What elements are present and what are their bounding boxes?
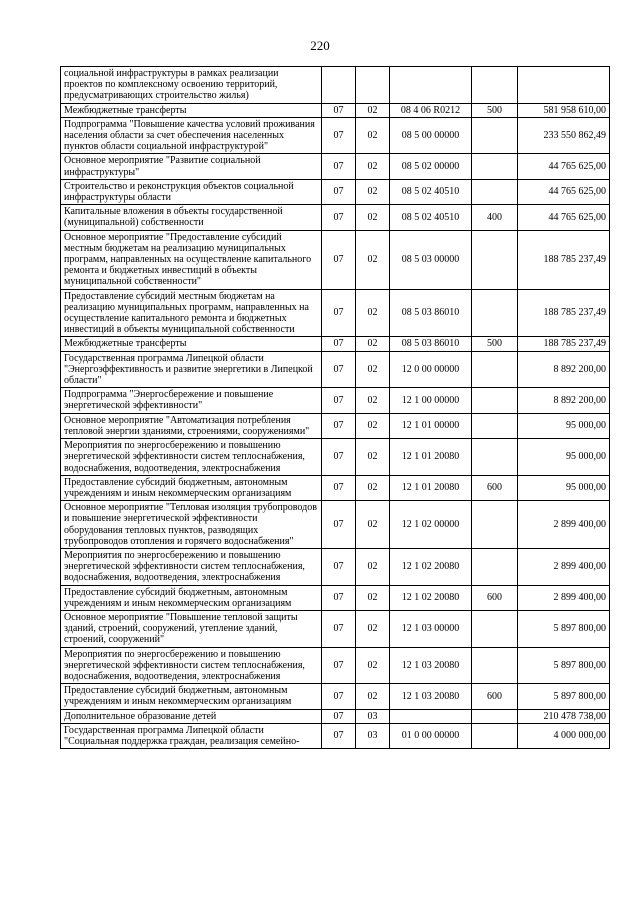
cell-subsection: 02 [356,647,390,684]
cell-amount: 5 897 800,00 [518,647,610,684]
cell-name: социальной инфраструктуры в рамках реализации проектов по комплексному освоению территорий, предусматривающих строительство жилья) [61,67,322,104]
cell-expense-type [472,117,518,154]
cell-target-article: 01 0 00 00000 [390,723,472,748]
cell-subsection: 02 [356,205,390,230]
cell-expense-type [472,289,518,337]
cell-section: 07 [322,205,356,230]
cell-target-article: 12 1 03 00000 [390,610,472,647]
cell-target-article: 12 1 03 20080 [390,647,472,684]
cell-section: 07 [322,179,356,204]
cell-section: 07 [322,117,356,154]
cell-expense-type [472,230,518,289]
cell-subsection: 03 [356,709,390,723]
cell-section [322,67,356,104]
cell-subsection: 02 [356,103,390,117]
cell-amount: 188 785 237,49 [518,337,610,351]
table-row [61,154,610,179]
table-row [61,205,610,230]
cell-expense-type: 400 [472,205,518,230]
cell-expense-type [472,67,518,104]
cell-target-article: 12 1 02 20080 [390,585,472,610]
cell-section: 07 [322,388,356,413]
cell-section: 07 [322,475,356,500]
cell-amount: 95 000,00 [518,475,610,500]
table-row [61,67,610,104]
cell-subsection: 02 [356,413,390,438]
table-row [61,585,610,610]
cell-section: 07 [322,709,356,723]
table-row [61,230,610,289]
cell-amount: 188 785 237,49 [518,230,610,289]
cell-name: Предоставление субсидий бюджетным, автономным учреждениям и иным некоммерческим организациям [61,684,322,709]
cell-target-article: 08 4 06 R0212 [390,103,472,117]
cell-name: Дополнительное образование детей [61,709,322,723]
table-row [61,103,610,117]
cell-amount: 8 892 200,00 [518,388,610,413]
cell-section: 07 [322,289,356,337]
cell-target-article: 08 5 02 40510 [390,205,472,230]
cell-expense-type [472,610,518,647]
table-row [61,388,610,413]
cell-subsection: 02 [356,684,390,709]
cell-expense-type [472,709,518,723]
cell-section: 07 [322,154,356,179]
cell-section: 07 [322,647,356,684]
cell-target-article: 12 1 01 20080 [390,439,472,476]
cell-section: 07 [322,439,356,476]
cell-subsection: 03 [356,723,390,748]
cell-expense-type: 600 [472,684,518,709]
table-row [61,179,610,204]
cell-subsection: 02 [356,585,390,610]
cell-expense-type [472,439,518,476]
cell-expense-type [472,351,518,388]
cell-target-article: 12 1 01 00000 [390,413,472,438]
cell-target-article: 12 1 02 20080 [390,548,472,585]
cell-amount: 2 899 400,00 [518,548,610,585]
cell-name: Капитальные вложения в объекты государственной (муниципальной) собственности [61,205,322,230]
cell-section: 07 [322,351,356,388]
cell-amount: 5 897 800,00 [518,610,610,647]
cell-expense-type [472,723,518,748]
cell-subsection: 02 [356,337,390,351]
cell-target-article: 08 5 02 00000 [390,154,472,179]
cell-expense-type [472,154,518,179]
cell-expense-type: 500 [472,103,518,117]
table-row [61,548,610,585]
cell-name: Подпрограмма "Энергосбережение и повышение энергетической эффективности" [61,388,322,413]
table-row [61,610,610,647]
cell-target-article: 12 1 01 20080 [390,475,472,500]
cell-amount: 210 478 738,00 [518,709,610,723]
table-row [61,684,610,709]
cell-name: Основное мероприятие "Развитие социальной инфраструктуры" [61,154,322,179]
cell-amount: 581 958 610,00 [518,103,610,117]
cell-name: Мероприятия по энергосбережению и повышению энергетической эффективности систем теплоснабжения, водоснабжения, водоотведения, электроснабжения [61,439,322,476]
cell-expense-type: 600 [472,585,518,610]
cell-section: 07 [322,501,356,549]
cell-target-article: 12 1 03 20080 [390,684,472,709]
cell-section: 07 [322,103,356,117]
page-number: 220 [310,38,330,53]
table-row [61,351,610,388]
table-body [61,67,610,749]
cell-name: Государственная программа Липецкой области "Социальная поддержка граждан, реализация семейно- [61,723,322,748]
cell-expense-type [472,413,518,438]
cell-target-article: 12 1 02 00000 [390,501,472,549]
cell-amount [518,67,610,104]
cell-subsection: 02 [356,289,390,337]
table-row [61,709,610,723]
cell-section: 07 [322,610,356,647]
cell-subsection: 02 [356,117,390,154]
table-row [61,439,610,476]
cell-target-article: 08 5 03 00000 [390,230,472,289]
table-row [61,117,610,154]
cell-subsection: 02 [356,501,390,549]
table-row [61,337,610,351]
cell-amount: 188 785 237,49 [518,289,610,337]
cell-amount: 44 765 625,00 [518,205,610,230]
cell-expense-type: 600 [472,475,518,500]
cell-target-article: 08 5 02 40510 [390,179,472,204]
cell-name: Мероприятия по энергосбережению и повышению энергетической эффективности систем теплоснабжения, водоснабжения, водоотведения, электроснабжения [61,548,322,585]
cell-amount: 8 892 200,00 [518,351,610,388]
cell-subsection: 02 [356,179,390,204]
table-row [61,413,610,438]
cell-expense-type: 500 [472,337,518,351]
cell-target-article [390,709,472,723]
budget-table [60,66,610,749]
cell-section: 07 [322,230,356,289]
table-row [61,501,610,549]
cell-section: 07 [322,723,356,748]
cell-name: Предоставление субсидий бюджетным, автономным учреждениям и иным некоммерческим организациям [61,585,322,610]
cell-name: Основное мероприятие "Автоматизация потребления тепловой энергии зданиями, строениями, сооружениями" [61,413,322,438]
cell-name: Межбюджетные трансферты [61,103,322,117]
cell-subsection: 02 [356,351,390,388]
cell-name: Государственная программа Липецкой области "Энергоэффективность и развитие энергетики в Липецкой области" [61,351,322,388]
cell-subsection: 02 [356,230,390,289]
table-row [61,289,610,337]
cell-name: Подпрограмма "Повышение качества условий проживания населения области за счет обеспечения населенных пунктов области социальной инфраструктурой" [61,117,322,154]
cell-target-article: 08 5 03 86010 [390,337,472,351]
table-row [61,647,610,684]
cell-name: Основное мероприятие "Повышение тепловой защиты зданий, строений, сооружений, утепление зданий, строений, сооружений" [61,610,322,647]
cell-expense-type [472,179,518,204]
cell-expense-type [472,501,518,549]
cell-name: Межбюджетные трансферты [61,337,322,351]
cell-section: 07 [322,337,356,351]
cell-expense-type [472,548,518,585]
cell-amount: 95 000,00 [518,413,610,438]
cell-amount: 44 765 625,00 [518,154,610,179]
cell-subsection: 02 [356,439,390,476]
cell-subsection: 02 [356,388,390,413]
table-row [61,723,610,748]
cell-subsection: 02 [356,154,390,179]
cell-subsection: 02 [356,610,390,647]
cell-amount: 95 000,00 [518,439,610,476]
cell-section: 07 [322,413,356,438]
cell-amount: 44 765 625,00 [518,179,610,204]
cell-target-article [390,67,472,104]
cell-name: Строительство и реконструкция объектов социальной инфраструктуры области [61,179,322,204]
cell-subsection: 02 [356,548,390,585]
cell-amount: 2 899 400,00 [518,585,610,610]
cell-name: Предоставление субсидий бюджетным, автономным учреждениям и иным некоммерческим организациям [61,475,322,500]
cell-subsection [356,67,390,104]
cell-section: 07 [322,684,356,709]
cell-section: 07 [322,548,356,585]
cell-target-article: 08 5 03 86010 [390,289,472,337]
cell-expense-type [472,647,518,684]
cell-expense-type [472,388,518,413]
cell-section: 07 [322,585,356,610]
cell-amount: 4 000 000,00 [518,723,610,748]
cell-name: Предоставление субсидий местным бюджетам на реализацию муниципальных программ, направленных на осуществление капитального ремонта и бюджетных инвестиций в объекты муниципальной собственности [61,289,322,337]
cell-amount: 233 550 862,49 [518,117,610,154]
cell-amount: 5 897 800,00 [518,684,610,709]
cell-name: Основное мероприятие "Предоставление субсидий местным бюджетам на реализацию муниципальных программ, направленных на осуществление капитального ремонта и бюджетных инвестиций в объекты муниципальной собственности" [61,230,322,289]
cell-target-article: 08 5 00 00000 [390,117,472,154]
cell-name: Основное мероприятие "Тепловая изоляция трубопроводов и повышение энергетической эффективности оборудования тепловых пунктов, разводящих трубопроводов отопления и горячего водоснабжения" [61,501,322,549]
table-row [61,475,610,500]
cell-name: Мероприятия по энергосбережению и повышению энергетической эффективности систем теплоснабжения, водоснабжения, водоотведения, электроснабжения [61,647,322,684]
cell-target-article: 12 1 00 00000 [390,388,472,413]
cell-amount: 2 899 400,00 [518,501,610,549]
cell-target-article: 12 0 00 00000 [390,351,472,388]
cell-subsection: 02 [356,475,390,500]
